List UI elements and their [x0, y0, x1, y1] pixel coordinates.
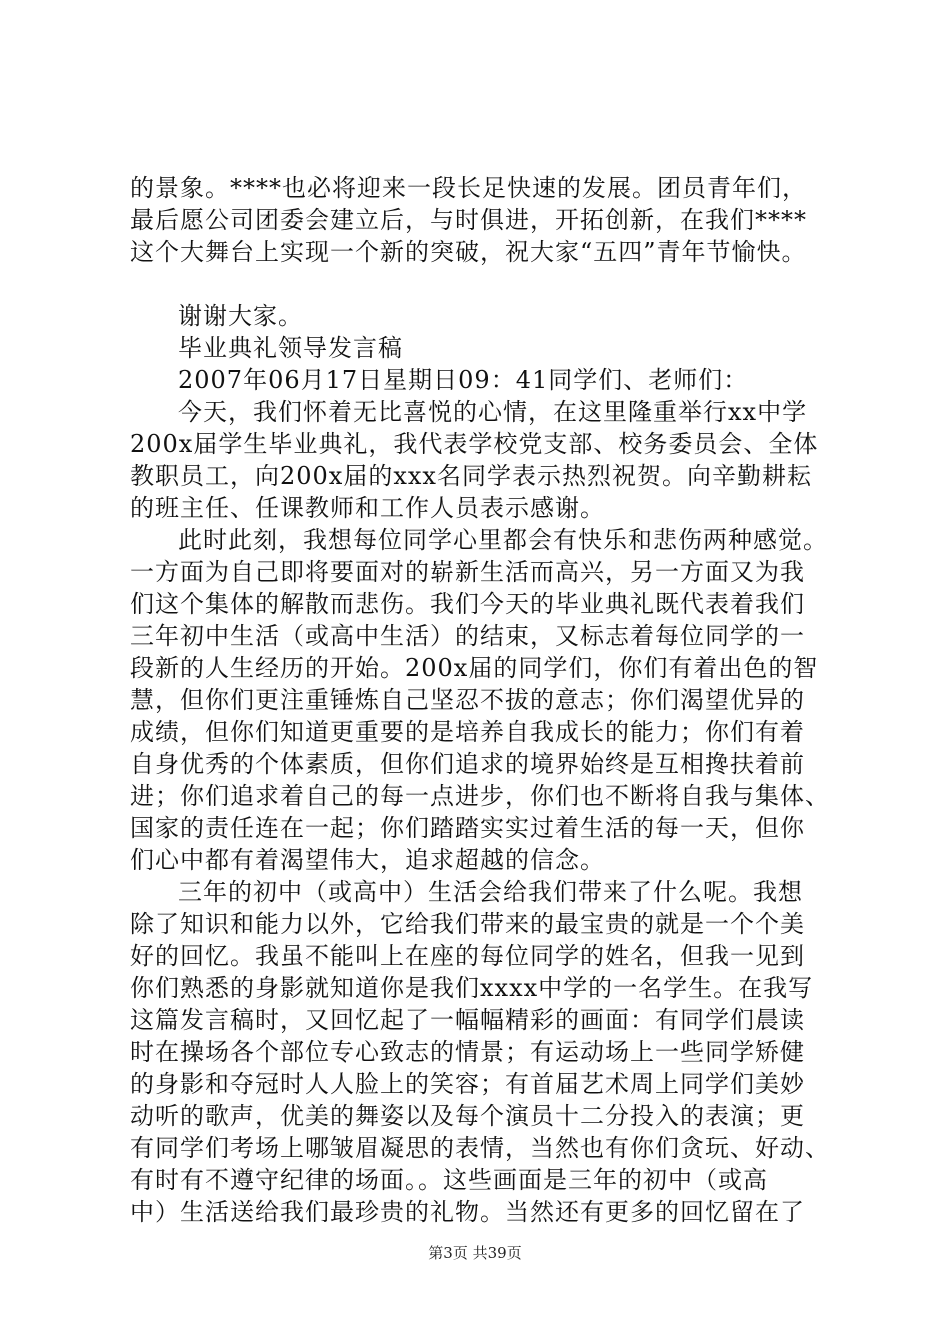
- text-line: 有同学们考场上哪皱眉凝思的表情，当然也有你们贪玩、好动、: [130, 1134, 830, 1162]
- document-body: [130, 172, 830, 1228]
- text-line: 们心中都有着渴望伟大，追求超越的信念。: [130, 846, 605, 874]
- page-number-footer: 第3页 共39页: [428, 1244, 522, 1262]
- text-line: 们这个集体的解散而悲伤。我们今天的毕业典礼既代表着我们: [130, 590, 805, 618]
- text-line: 这篇发言稿时，又回忆起了一幅幅精彩的画面：有同学们晨读: [130, 1006, 805, 1034]
- text-line: 的身影和夺冠时人人脸上的笑容；有首届艺术周上同学们美妙: [130, 1070, 805, 1098]
- section-title: 毕业典礼领导发言稿: [178, 334, 403, 362]
- text-line: 一方面为自己即将要面对的崭新生活而高兴，另一方面又为我: [130, 558, 805, 586]
- text-line: 国家的责任连在一起；你们踏踏实实过着生活的每一天，但你: [130, 814, 805, 842]
- text-line: 自身优秀的个体素质，但你们追求的境界始终是互相搀扶着前: [130, 750, 805, 778]
- text-line: 的班主任、任课教师和工作人员表示感谢。: [130, 494, 605, 522]
- text-line: 最后愿公司团委会建立后，与时俱进，开拓创新，在我们****: [130, 206, 807, 234]
- closing-line: 谢谢大家。: [178, 302, 303, 330]
- text-line: 进；你们追求着自己的每一点进步，你们也不断将自我与集体、: [130, 782, 830, 810]
- text-line: 三年初中生活（或高中生活）的结束，又标志着每位同学的一: [130, 622, 805, 650]
- text-line: 成绩，但你们知道更重要的是培养自我成长的能力；你们有着: [130, 718, 805, 746]
- text-line: 有时有不遵守纪律的场面。。这些画面是三年的初中（或高: [130, 1166, 768, 1194]
- text-line: 时在操场各个部位专心致志的情景；有运动场上一些同学矫健: [130, 1038, 805, 1066]
- text-line: 好的回忆。我虽不能叫上在座的每位同学的姓名，但我一见到: [130, 942, 805, 970]
- text-line: 慧，但你们更注重锤炼自己坚忍不拔的意志；你们渴望优异的: [130, 686, 805, 714]
- text-line: 今天，我们怀着无比喜悦的心情，在这里隆重举行xx中学: [178, 398, 808, 426]
- text-line: 教职员工，向200x届的xxx名同学表示热烈祝贺。向辛勤耕耘: [130, 462, 812, 490]
- text-line: 段新的人生经历的开始。200x届的同学们，你们有着出色的智: [130, 654, 819, 682]
- text-line: 中）生活送给我们最珍贵的礼物。当然还有更多的回忆留在了: [130, 1198, 805, 1226]
- text-line: 你们熟悉的身影就知道你是我们xxxx中学的一名学生。在我写: [130, 974, 814, 1002]
- text-line: 三年的初中（或高中）生活会给我们带来了什么呢。我想: [178, 878, 803, 906]
- text-line: 除了知识和能力以外，它给我们带来的最宝贵的就是一个个美: [130, 910, 805, 938]
- text-line: 的景象。****也必将迎来一段长足快速的发展。团员青年们，: [130, 174, 807, 202]
- text-line: 此时此刻，我想每位同学心里都会有快乐和悲伤两种感觉。: [178, 526, 828, 554]
- text-line: 200x届学生毕业典礼，我代表学校党支部、校务委员会、全体: [130, 430, 819, 458]
- text-line: 这个大舞台上实现一个新的突破，祝大家“五四”青年节愉快。: [130, 238, 807, 266]
- text-line: 动听的歌声，优美的舞姿以及每个演员十二分投入的表演；更: [130, 1102, 805, 1130]
- date-salutation-line: 2007年06月17日星期日09：41同学们、老师们：: [178, 366, 749, 394]
- blank-line: [130, 268, 830, 300]
